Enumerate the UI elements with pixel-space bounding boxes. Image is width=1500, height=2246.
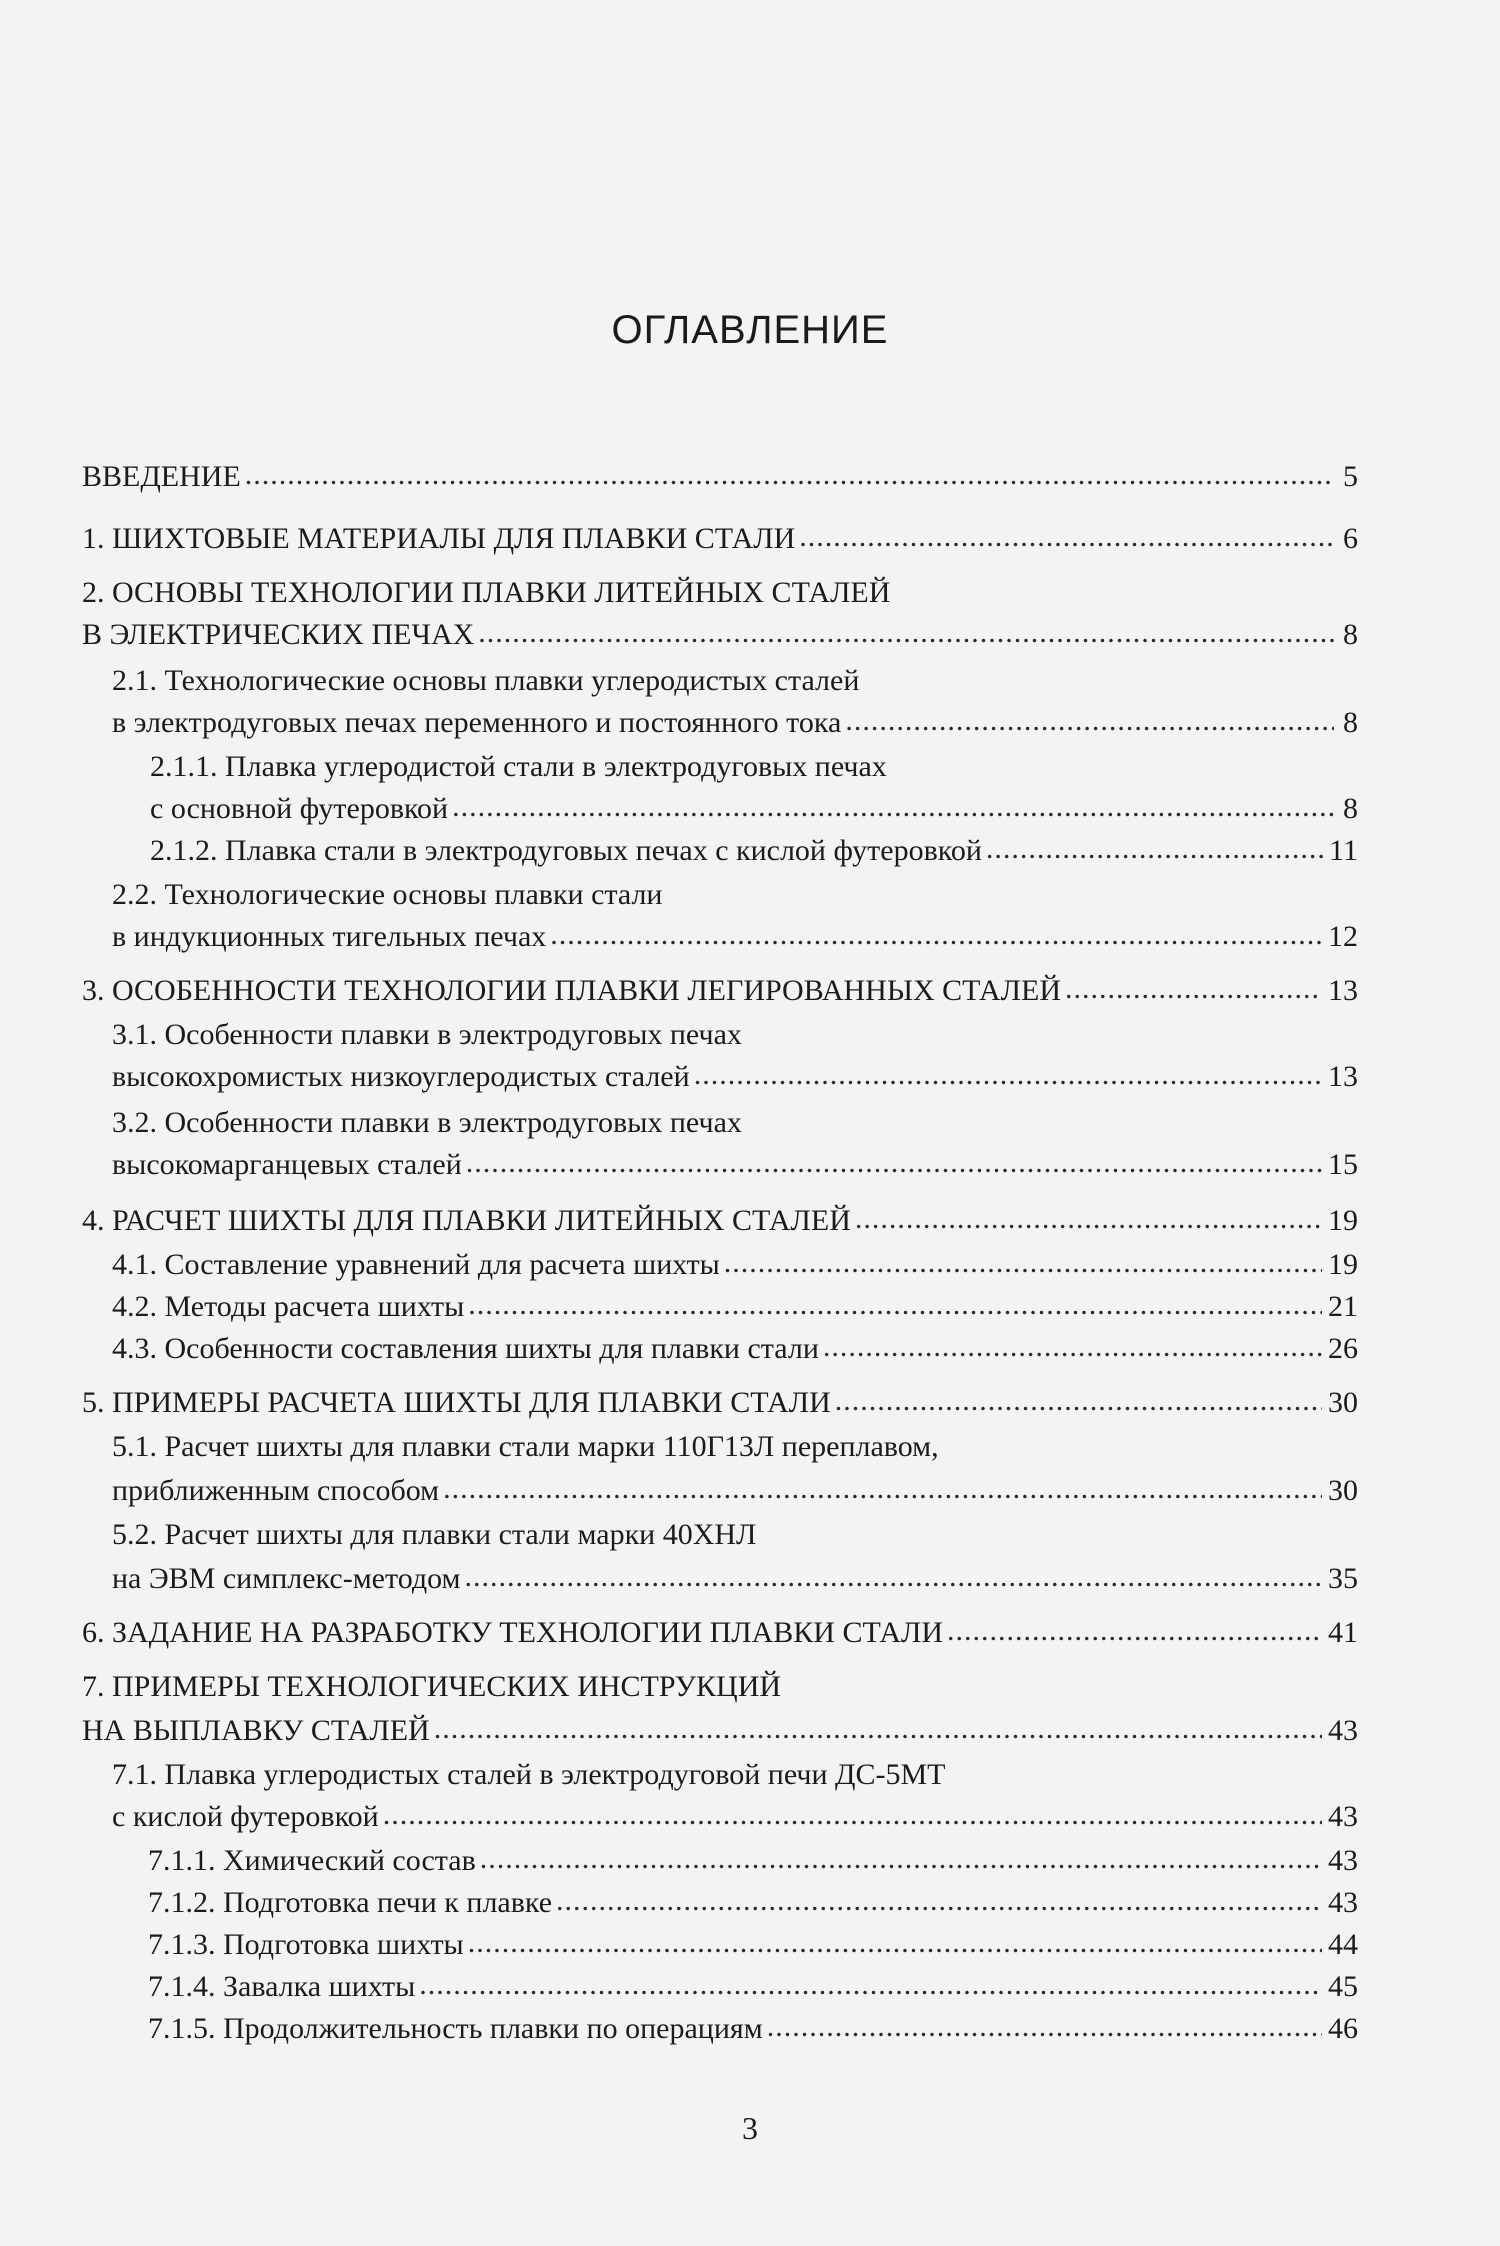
toc-entry-title: с кислой футеровкой <box>112 1800 379 1833</box>
toc-entry-s7-1-line1[interactable]: 7.1. Плавка углеродистых сталей в электродуговой печи ДС-5МТ <box>112 1758 946 1791</box>
toc-entry-ch5[interactable] <box>82 1384 1358 1422</box>
toc-entry-s5-2-line1[interactable]: 5.2. Расчет шихты для плавки стали марки 40ХНЛ <box>112 1518 757 1551</box>
toc-entry-s7-1-2[interactable] <box>148 1884 1358 1922</box>
toc-entry-title: 7.1.4. Завалка шихты <box>148 1970 416 2003</box>
toc-leader-dots <box>799 518 1334 556</box>
toc-entry-s7-1-3[interactable] <box>148 1926 1358 1964</box>
toc-entry-ch4[interactable] <box>82 1202 1358 1240</box>
toc-entry-title: 3. ОСОБЕННОСТИ ТЕХНОЛОГИИ ПЛАВКИ ЛЕГИРОВАННЫХ СТАЛЕЙ <box>82 974 1061 1007</box>
toc-entry-intro[interactable] <box>82 458 1358 496</box>
toc-page-number: 30 <box>1328 1386 1358 1419</box>
toc-entry-s3-1-line1[interactable]: 3.1. Особенности плавки в электродуговых печах <box>112 1018 742 1051</box>
toc-page-number: 19 <box>1328 1204 1358 1237</box>
toc-entry-title: с основной футеровкой <box>150 792 449 825</box>
toc-entry-title: 4. РАСЧЕТ ШИХТЫ ДЛЯ ПЛАВКИ ЛИТЕЙНЫХ СТАЛЕЙ <box>82 1204 851 1237</box>
toc-entry-ch2[interactable] <box>82 616 1358 654</box>
toc-entry-ch2-line1[interactable]: 2. ОСНОВЫ ТЕХНОЛОГИИ ПЛАВКИ ЛИТЕЙНЫХ СТАЛЕЙ <box>82 576 891 609</box>
toc-page-number: 41 <box>1328 1616 1358 1649</box>
toc-entry-title: ВВЕДЕНИЕ <box>82 460 241 493</box>
page-number: 3 <box>742 2110 758 2146</box>
toc-leader-dots <box>724 1244 1322 1282</box>
toc-leader-dots <box>245 456 1334 494</box>
toc-entry-s4-1[interactable] <box>112 1246 1358 1284</box>
toc-leader-dots <box>419 1966 1322 2004</box>
toc-entry-title: высокохромистых низкоуглеродистых сталей <box>112 1060 690 1093</box>
toc-page-number: 5 <box>1343 460 1358 493</box>
toc-entry-title: 4.2. Методы расчета шихты <box>112 1290 465 1323</box>
toc-leader-dots <box>855 1200 1322 1238</box>
toc-entry-title: в индукционных тигельных печах <box>112 920 547 953</box>
toc-leader-dots <box>478 614 1334 652</box>
toc-entry-title: 2.1.2. Плавка стали в электродуговых печах с кислой футеровкой <box>150 834 982 867</box>
toc-leader-dots <box>443 1470 1322 1508</box>
toc-page-number: 21 <box>1328 1290 1358 1323</box>
toc-leader-dots <box>452 788 1334 826</box>
toc-entry-s3-2[interactable] <box>112 1146 1358 1184</box>
toc-entry-s7-1[interactable] <box>112 1798 1358 1836</box>
toc-entry-title: в электродуговых печах переменного и постоянного тока <box>112 706 842 739</box>
toc-entry-s2-2[interactable] <box>112 918 1358 956</box>
toc-leader-dots <box>767 2008 1322 2046</box>
toc-entry-s2-1-1-line1[interactable]: 2.1.1. Плавка углеродистой стали в электродуговых печах <box>150 750 887 783</box>
toc-entry-s7-1-1[interactable] <box>148 1842 1358 1880</box>
toc-entry-title: В ЭЛЕКТРИЧЕСКИХ ПЕЧАХ <box>82 618 475 651</box>
toc-entry-s2-1-1[interactable] <box>150 790 1358 828</box>
toc-page-number: 15 <box>1328 1148 1358 1181</box>
toc-page-number: 13 <box>1328 1060 1358 1093</box>
toc-entry-title: 4.1. Составление уравнений для расчета шихты <box>112 1248 720 1281</box>
toc-page-number: 43 <box>1328 1886 1358 1919</box>
toc-entry-s2-1[interactable] <box>112 704 1358 742</box>
toc-leader-dots <box>1065 970 1322 1008</box>
toc-entry-ch1[interactable] <box>82 520 1358 558</box>
toc-leader-dots <box>845 702 1334 740</box>
page-title: ОГЛАВЛЕНИЕ <box>611 308 889 352</box>
toc-entry-ch6[interactable] <box>82 1614 1358 1652</box>
toc-entry-ch3[interactable] <box>82 972 1358 1010</box>
toc-entry-title: 7.1.2. Подготовка печи к плавке <box>148 1886 553 1919</box>
toc-page-number: 8 <box>1343 706 1358 739</box>
toc-leader-dots <box>835 1382 1322 1420</box>
toc-entry-title: высокомарганцевых сталей <box>112 1148 462 1181</box>
toc-page-number: 43 <box>1328 1714 1358 1747</box>
toc-entry-s3-2-line1[interactable]: 3.2. Особенности плавки в электродуговых печах <box>112 1106 742 1139</box>
toc-entry-title: 5. ПРИМЕРЫ РАСЧЕТА ШИХТЫ ДЛЯ ПЛАВКИ СТАЛИ <box>82 1386 831 1419</box>
toc-entry-title: на ЭВМ симплекс-методом <box>112 1562 461 1595</box>
toc-entry-ch7-line1[interactable]: 7. ПРИМЕРЫ ТЕХНОЛОГИЧЕСКИХ ИНСТРУКЦИЙ <box>82 1670 782 1703</box>
toc-entry-s4-2[interactable] <box>112 1288 1358 1326</box>
toc-entry-title: 4.3. Особенности составления шихты для плавки стали <box>112 1332 819 1365</box>
toc-page-number: 13 <box>1328 974 1358 1007</box>
toc-leader-dots <box>468 1286 1322 1324</box>
toc-entry-s3-1[interactable] <box>112 1058 1358 1096</box>
toc-page-number: 11 <box>1329 834 1358 867</box>
toc-page-number: 26 <box>1328 1332 1358 1365</box>
toc-leader-dots <box>556 1882 1322 1920</box>
toc-leader-dots <box>468 1924 1322 1962</box>
toc-page-number: 6 <box>1343 522 1358 555</box>
toc-leader-dots <box>986 830 1323 868</box>
toc-entry-s5-1[interactable] <box>112 1472 1358 1510</box>
toc-entry-title: приближенным способом <box>112 1474 440 1507</box>
toc-leader-dots <box>480 1840 1322 1878</box>
toc-page-number: 35 <box>1328 1562 1358 1595</box>
toc-page-number: 45 <box>1328 1970 1358 2003</box>
toc-leader-dots <box>947 1612 1322 1650</box>
toc-entry-s4-3[interactable] <box>112 1330 1358 1368</box>
toc-leader-dots <box>694 1056 1322 1094</box>
toc-page-number: 19 <box>1328 1248 1358 1281</box>
toc-entry-s5-2[interactable] <box>112 1560 1358 1598</box>
toc-entry-title: 7.1.1. Химический состав <box>148 1844 476 1877</box>
toc-page-number: 30 <box>1328 1474 1358 1507</box>
toc-entry-s2-1-line1[interactable]: 2.1. Технологические основы плавки углеродистых сталей <box>112 664 860 697</box>
toc-entry-title: 7.1.3. Подготовка шихты <box>148 1928 464 1961</box>
toc-page-number: 43 <box>1328 1800 1358 1833</box>
toc-page-number: 12 <box>1328 920 1358 953</box>
toc-entry-title: 1. ШИХТОВЫЕ МАТЕРИАЛЫ ДЛЯ ПЛАВКИ СТАЛИ <box>82 522 796 555</box>
toc-page-number: 8 <box>1343 618 1358 651</box>
toc-leader-dots <box>550 916 1322 954</box>
toc-entry-s2-1-2[interactable] <box>150 832 1358 870</box>
toc-entry-s5-1-line1[interactable]: 5.1. Расчет шихты для плавки стали марки 110Г13Л переплавом, <box>112 1430 939 1463</box>
toc-leader-dots <box>466 1144 1322 1182</box>
toc-leader-dots <box>823 1328 1322 1366</box>
toc-entry-title: 7.1.5. Продолжительность плавки по операциям <box>148 2012 763 2045</box>
toc-page-number: 44 <box>1328 1928 1358 1961</box>
toc-page-number: 43 <box>1328 1844 1358 1877</box>
toc-leader-dots <box>383 1796 1322 1834</box>
toc-entry-s2-2-line1[interactable]: 2.2. Технологические основы плавки стали <box>112 878 663 911</box>
toc-entry-title: НА ВЫПЛАВКУ СТАЛЕЙ <box>82 1714 430 1747</box>
toc-entry-title: 6. ЗАДАНИЕ НА РАЗРАБОТКУ ТЕХНОЛОГИИ ПЛАВКИ СТАЛИ <box>82 1616 943 1649</box>
toc-entry-s7-1-4[interactable] <box>148 1968 1358 2006</box>
toc-entry-ch7[interactable] <box>82 1712 1358 1750</box>
toc-leader-dots <box>434 1710 1322 1748</box>
toc-page-number: 46 <box>1328 2012 1358 2045</box>
toc-leader-dots <box>465 1558 1322 1596</box>
toc-page-number: 8 <box>1343 792 1358 825</box>
toc-entry-s7-1-5[interactable] <box>148 2010 1358 2048</box>
